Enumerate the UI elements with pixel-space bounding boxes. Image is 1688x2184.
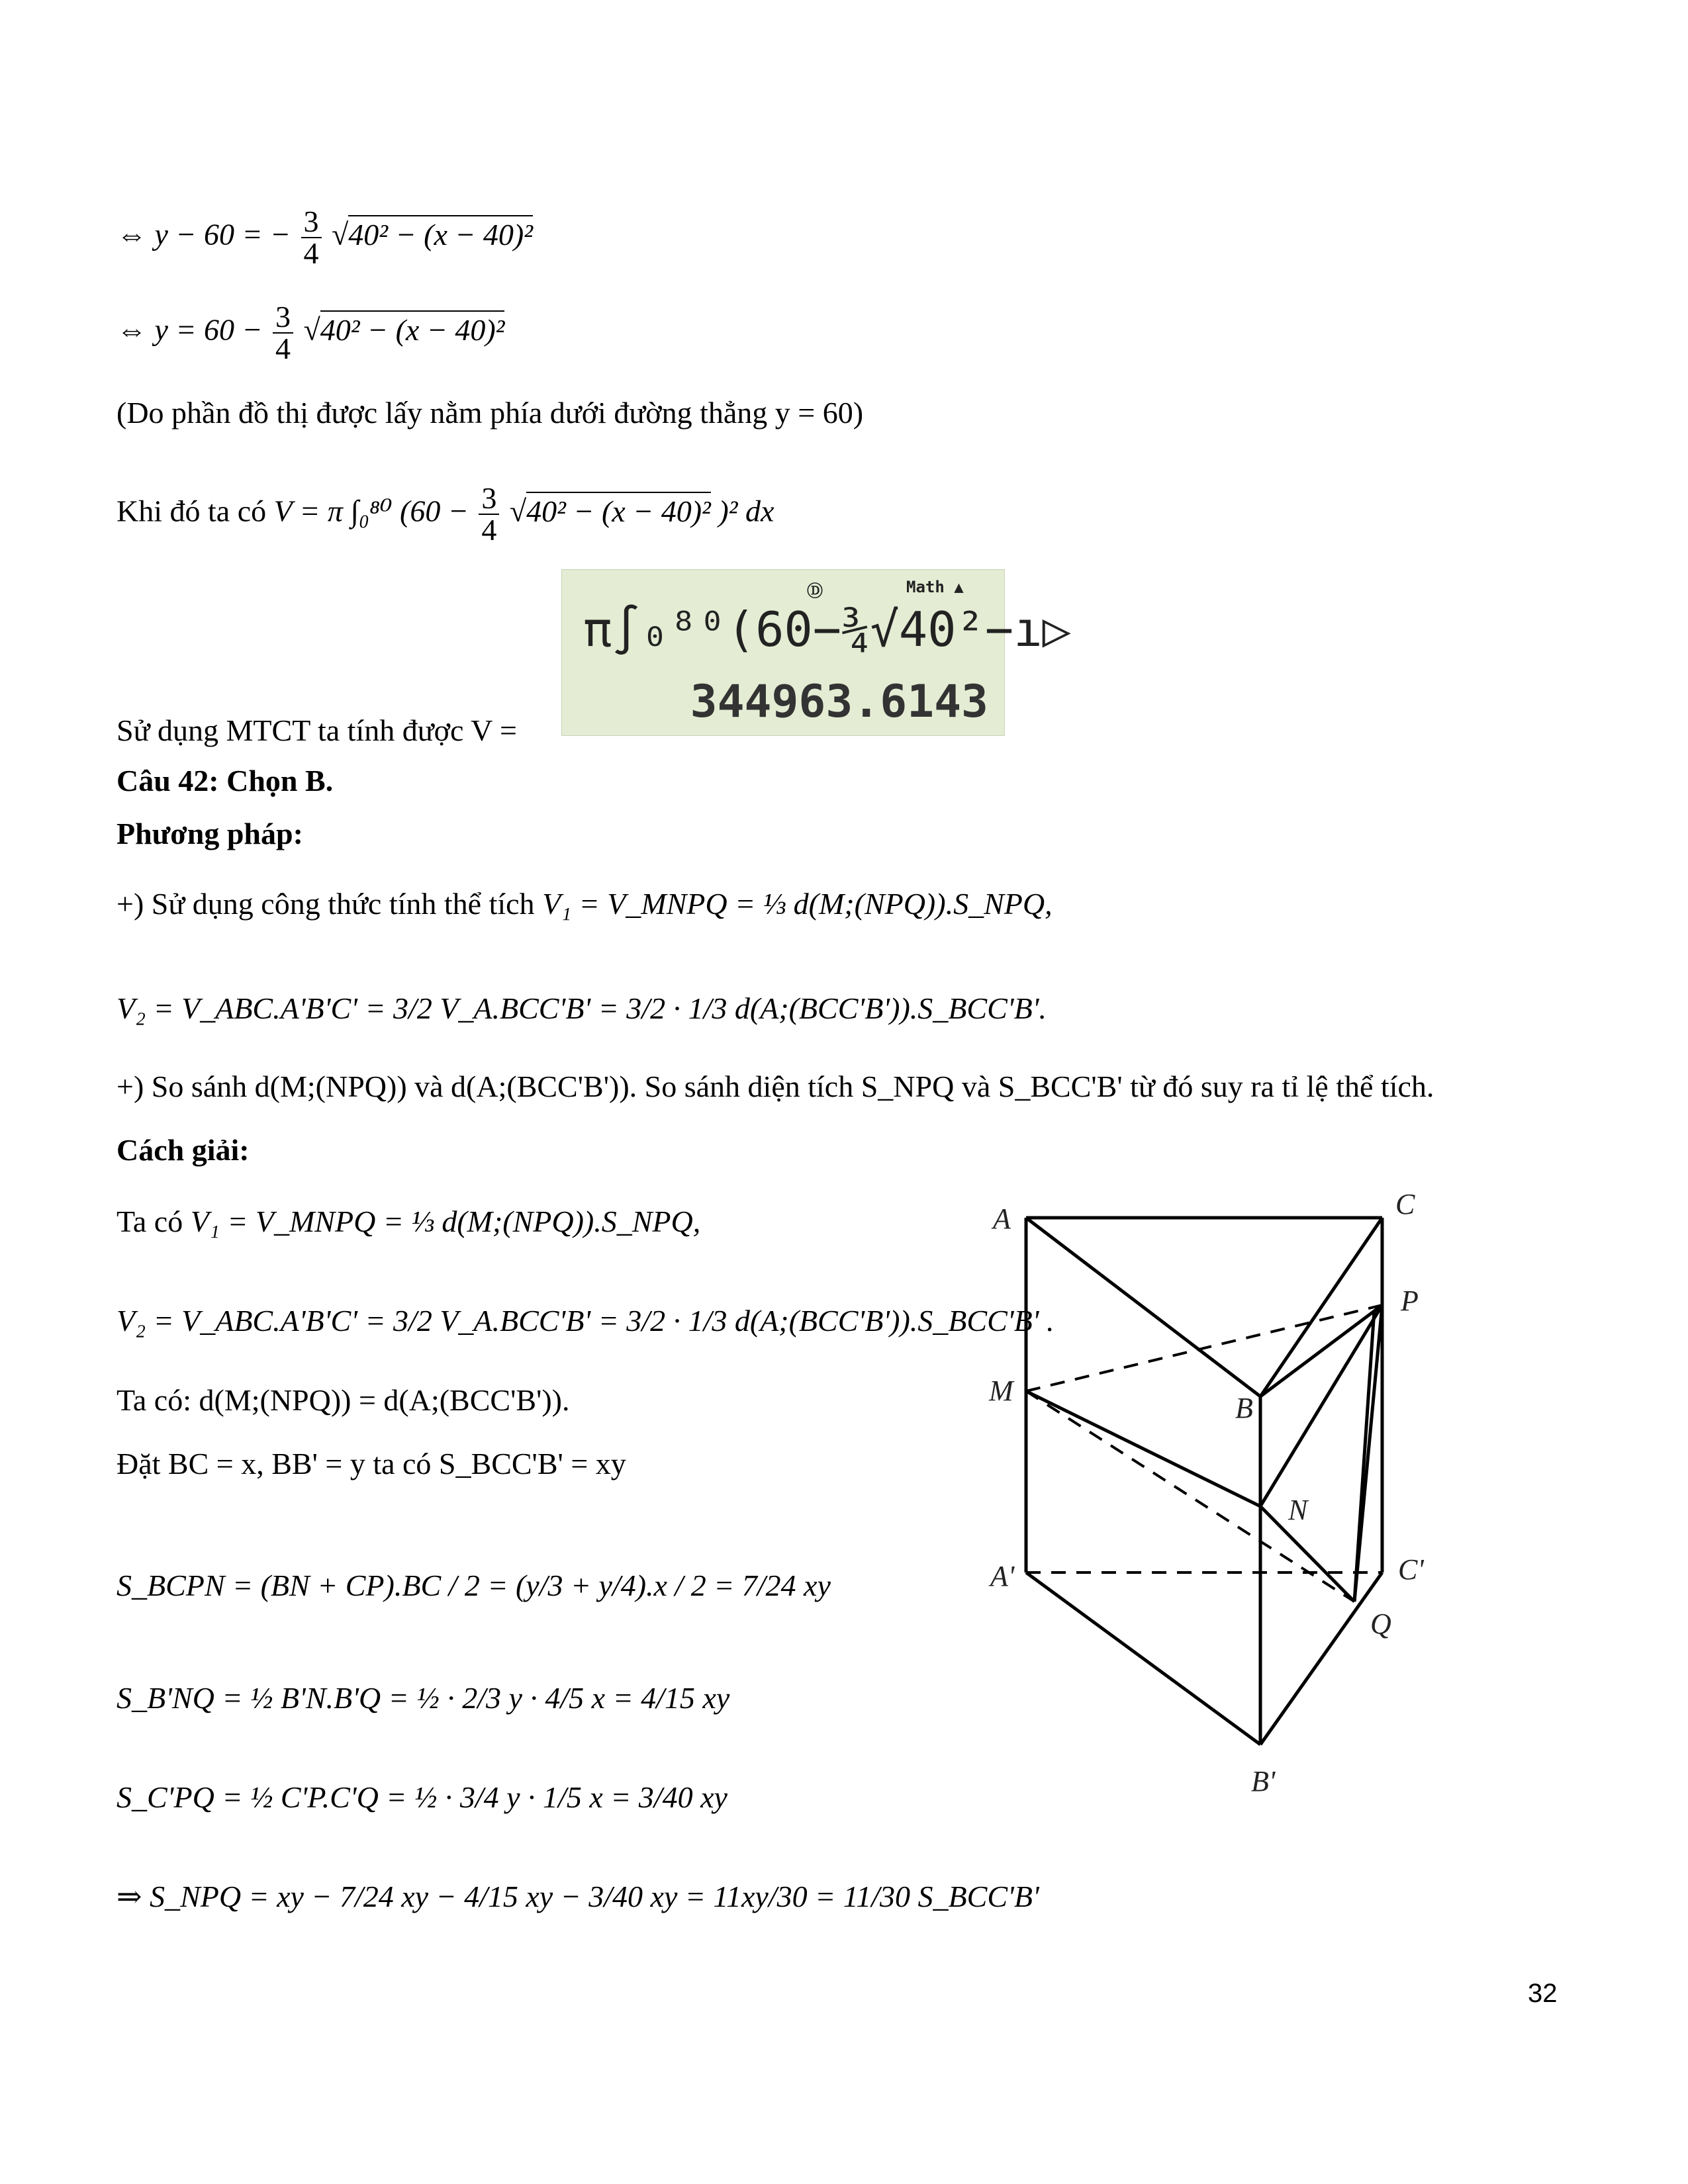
label-A-prime: A' — [990, 1560, 1015, 1592]
calculator-screenshot — [561, 569, 1071, 736]
label-Q: Q — [1370, 1608, 1391, 1640]
equation-line-1: ⇔ y − 60 = − $\frac{3}{4}$ √40² − (x − 40)² — [117, 205, 534, 270]
label-C: C — [1395, 1188, 1415, 1220]
volume-formula: Khi đó ta có V = π ∫₀⁸⁰ (60 − $\frac{3}{4}$ √40² − (x − 40)² )² dx — [117, 481, 774, 547]
method-line-3: +) So sánh d(M;(NPQ)) và d(A;(BCC'B')). So sánh diện tích S_NPQ và S_BCC'B' từ đó suy ra tỉ lệ thể tích. — [117, 1069, 1434, 1103]
method-line-2: V₂ = V_ABC.A'B'C' = 3/2 V_A.BCC'B' = 3/2 · 1/3 d(A;(BCC'B')).S_BCC'B'. — [117, 991, 1047, 1025]
label-B-prime: B' — [1251, 1765, 1276, 1797]
method-line-1: +) Sử dụng công thức tính thể tích V₁ = V_MNPQ = ⅓ d(M;(NPQ)).S_NPQ, — [117, 887, 1053, 921]
label-M: M — [989, 1375, 1013, 1407]
label-C-prime: C' — [1398, 1553, 1424, 1586]
page-number: 32 — [1528, 1979, 1558, 2008]
label-B: B — [1235, 1392, 1253, 1424]
solution-line-4: Đặt BC = x, BB' = y ta có S_BCC'B' = xy — [117, 1447, 626, 1480]
solution-line-7: S_C'PQ = ½ C'P.C'Q = ½ · 3/4 y · 1/5 x = 3/40 xy — [117, 1780, 727, 1814]
equation-line-2: ⇔ y = 60 − $\frac{3}{4}$ √40² − (x − 40)² — [117, 300, 505, 365]
note-text: (Do phần đồ thị được lấy nằm phía dưới đường thẳng y = 60) — [117, 396, 864, 430]
solution-heading: Cách giải: — [117, 1133, 250, 1167]
solution-line-2: V₂ = V_ABC.A'B'C' = 3/2 V_A.BCC'B' = 3/2 · 1/3 d(A;(BCC'B')).S_BCC'B' . — [117, 1304, 1055, 1338]
label-A: A — [993, 1203, 1011, 1235]
mtct-text: Sử dụng MTCT ta tính được V = — [117, 713, 517, 747]
question-heading: Câu 42: Chọn B. — [117, 764, 334, 797]
solution-line-5: S_BCPN = (BN + CP).BC / 2 = (y/3 + y/4).x / 2 = 7/24 xy — [117, 1569, 831, 1602]
method-heading: Phương pháp: — [117, 817, 303, 850]
calc-result: 344963.6143 — [690, 676, 988, 728]
label-N: N — [1288, 1494, 1308, 1526]
label-P: P — [1401, 1285, 1419, 1317]
solution-line-3: Ta có: d(M;(NPQ)) = d(A;(BCC'B')). — [117, 1383, 570, 1417]
calc-flag-left: Ⓓ — [807, 582, 823, 600]
solution-line-6: S_B'NQ = ½ B'N.B'Q = ½ · 2/3 y · 4/5 x = 4/15 xy — [117, 1681, 730, 1715]
solution-line-8: ⇒ S_NPQ = xy − 7/24 xy − 4/15 xy − 3/40 xy = 11xy/30 = 11/30 S_BCC'B' — [117, 1880, 1039, 1913]
calc-expression: π∫₀⁸⁰(60−¾√40²−ı▷ — [583, 602, 1071, 657]
calc-flag-right: Math ▲ — [906, 578, 964, 596]
solution-line-1: Ta có V₁ = V_MNPQ = ⅓ d(M;(NPQ)).S_NPQ, — [117, 1205, 701, 1238]
